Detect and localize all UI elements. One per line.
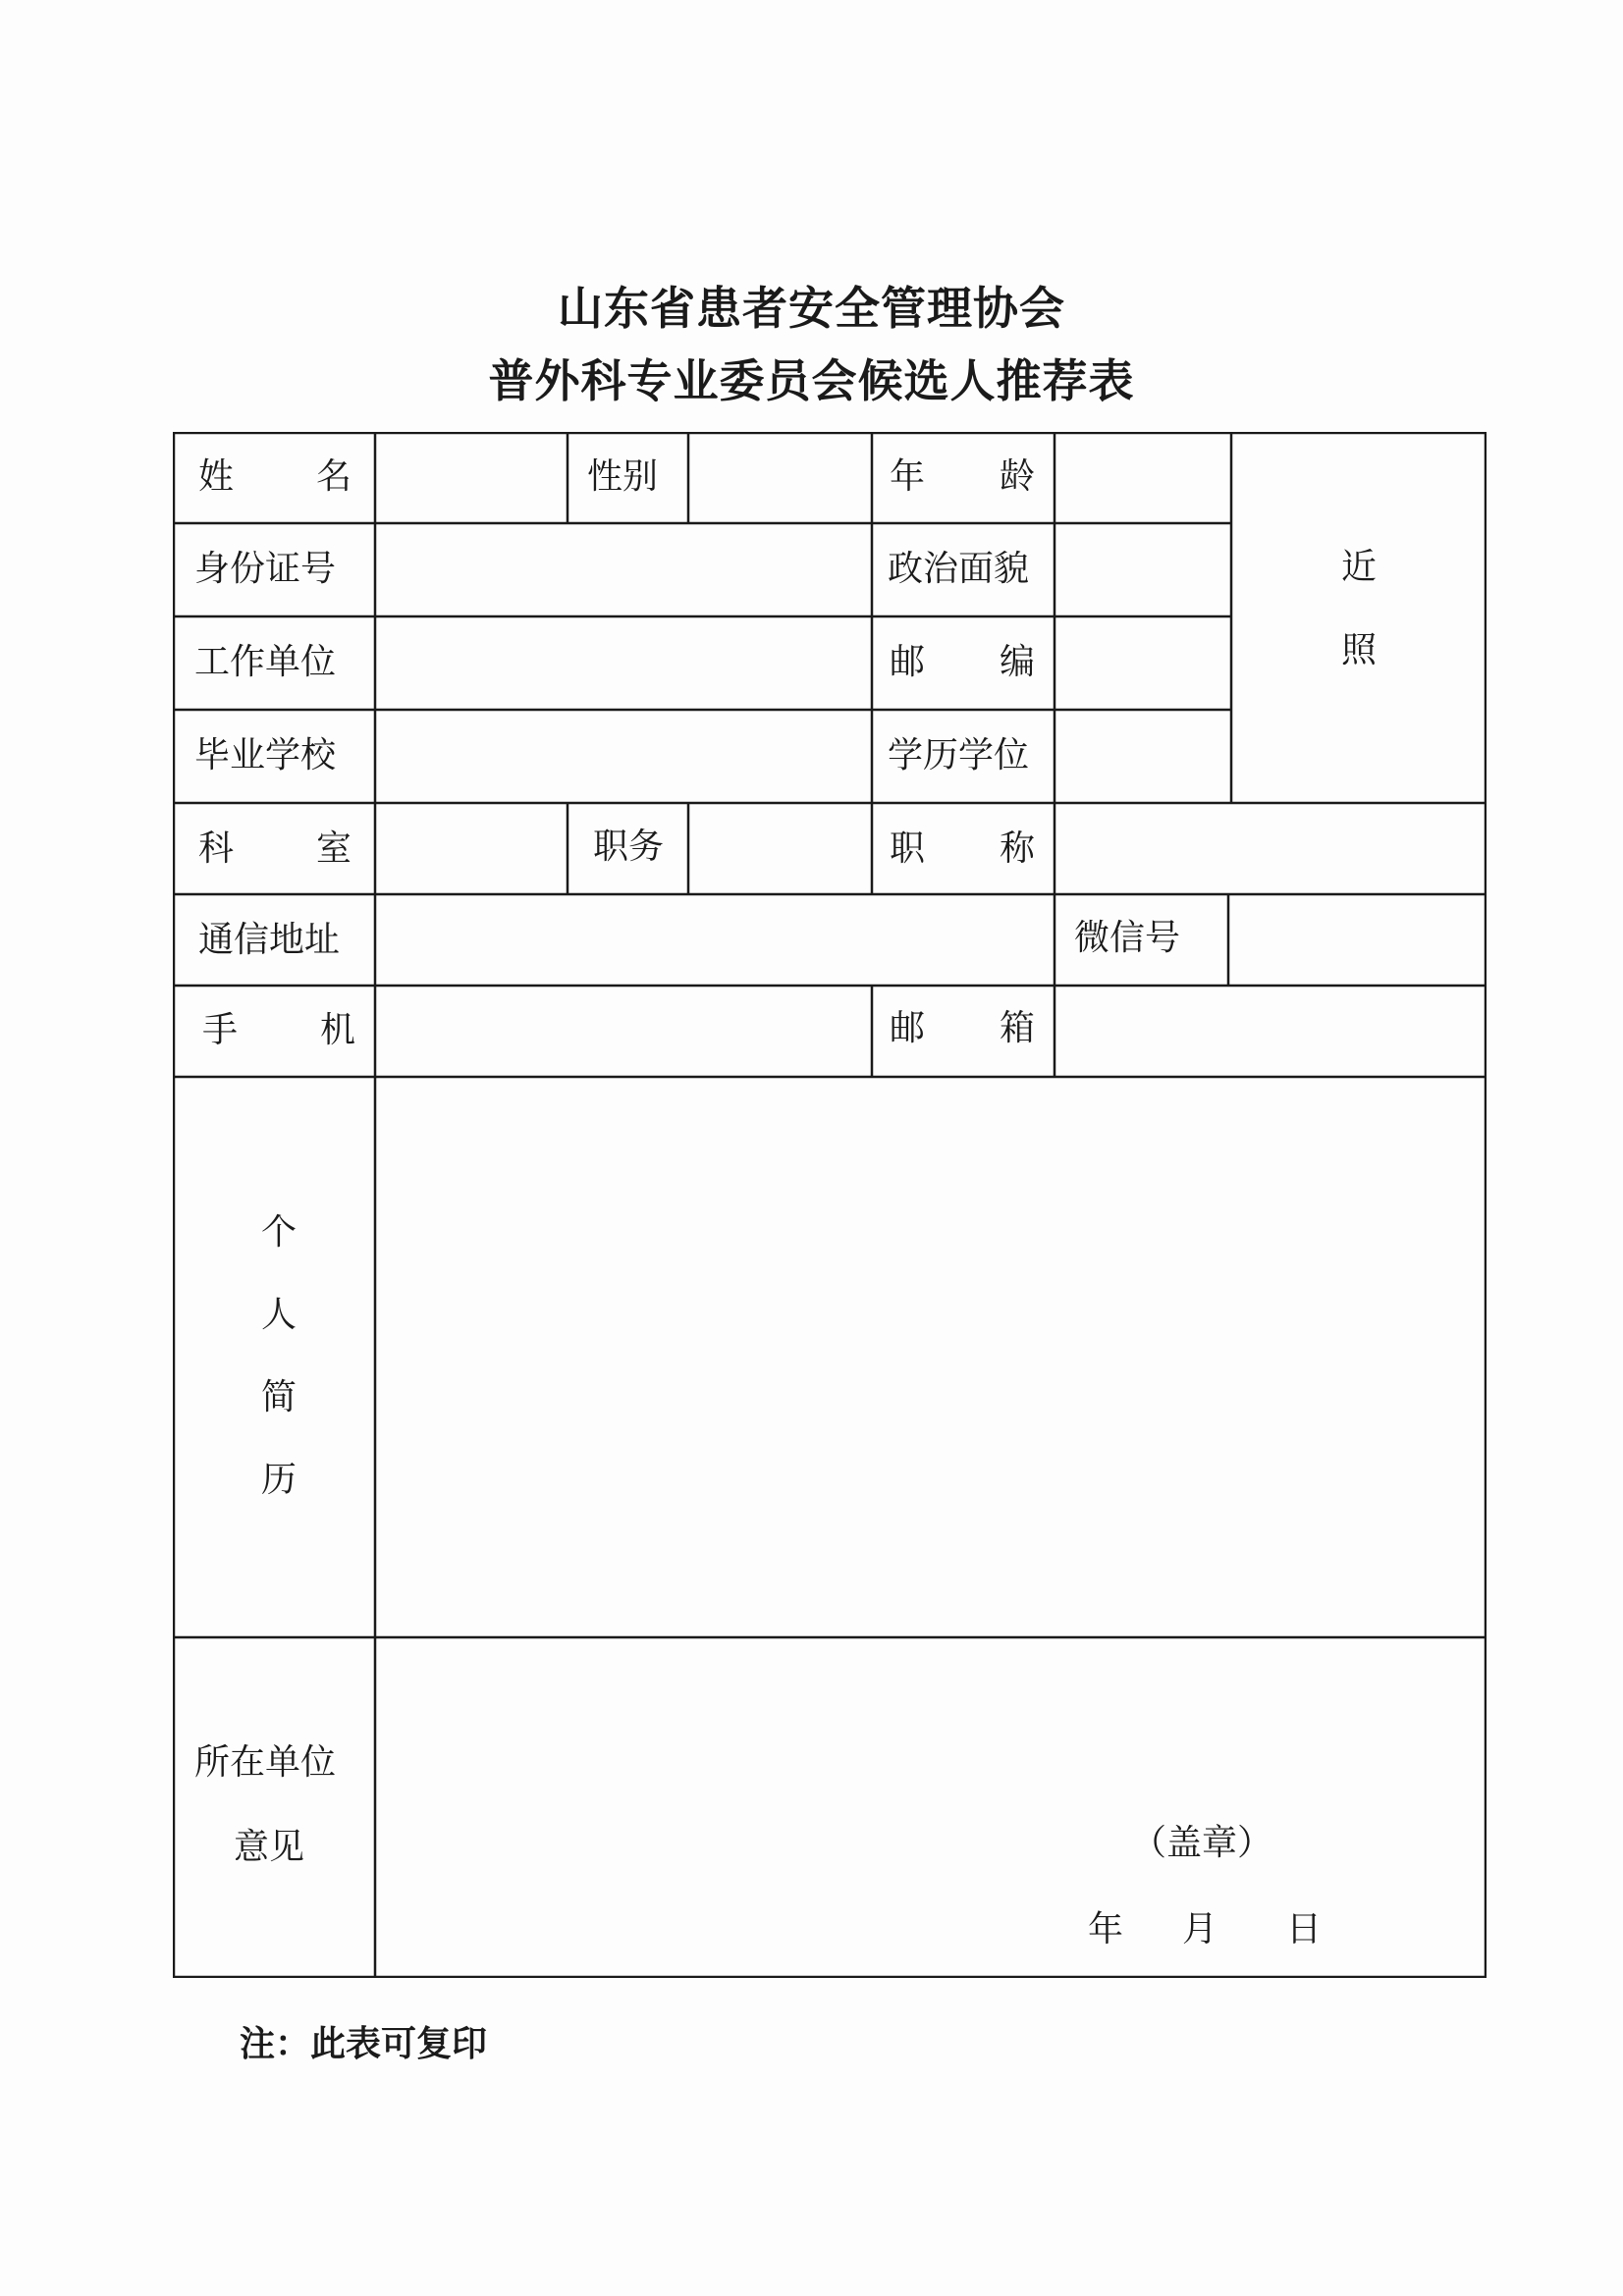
phone-label-part2: 机 — [320, 1010, 356, 1050]
phone-field[interactable] — [377, 988, 870, 1075]
email-label-part1: 邮 — [890, 1008, 926, 1048]
postcode-field[interactable] — [1056, 618, 1229, 708]
photo-label-part1: 近 — [1341, 547, 1378, 587]
email-label-part2: 箱 — [1000, 1008, 1036, 1048]
address-field[interactable] — [377, 896, 1053, 984]
political-status-field[interactable] — [1056, 525, 1229, 614]
school-field[interactable] — [377, 712, 870, 801]
professional-title-field[interactable] — [1056, 805, 1485, 892]
department-label-part2: 室 — [316, 828, 352, 869]
resume-label-char4: 历 — [261, 1460, 298, 1500]
postcode-label-part1: 邮 — [890, 642, 926, 682]
gender-field[interactable] — [690, 434, 870, 521]
resume-label-char2: 人 — [261, 1295, 298, 1335]
date-month-label: 月 — [1182, 1909, 1218, 1949]
date-year-label: 年 — [1088, 1909, 1124, 1949]
id-number-label: 身份证号 — [194, 549, 337, 589]
photo-box[interactable] — [1233, 434, 1485, 801]
department-label-part1: 科 — [198, 828, 235, 869]
wechat-field[interactable] — [1230, 896, 1485, 984]
photo-label-part2: 照 — [1341, 630, 1378, 670]
opinion-label-line2: 意见 — [234, 1827, 305, 1867]
position-label: 职务 — [593, 827, 665, 867]
resume-label-char1: 个 — [261, 1212, 298, 1253]
date-day-label: 日 — [1286, 1909, 1323, 1949]
department-field[interactable] — [377, 805, 566, 892]
age-label-part2: 龄 — [1000, 456, 1036, 497]
age-label-part1: 年 — [890, 456, 926, 497]
form-title-line2: 普外科专业委员会候选人推荐表 — [488, 354, 1135, 407]
recommendation-form-table — [173, 432, 1487, 1978]
professional-title-label-part1: 职 — [890, 828, 926, 869]
position-field[interactable] — [690, 805, 870, 892]
gender-label: 性别 — [587, 456, 659, 497]
degree-field[interactable] — [1056, 712, 1229, 801]
resume-field[interactable] — [377, 1079, 1485, 1635]
id-number-field[interactable] — [377, 525, 870, 614]
postcode-label-part2: 编 — [1000, 642, 1036, 682]
wechat-label: 微信号 — [1074, 918, 1181, 958]
resume-label-char3: 简 — [261, 1377, 298, 1417]
political-status-label: 政治面貌 — [888, 549, 1030, 589]
name-label-part2: 名 — [316, 456, 352, 497]
degree-label: 学历学位 — [888, 735, 1030, 775]
name-label-part1: 姓 — [198, 456, 235, 497]
workplace-label: 工作单位 — [194, 642, 337, 682]
email-field[interactable] — [1056, 988, 1485, 1075]
name-field[interactable] — [377, 434, 566, 521]
footnote: 注：此表可复印 — [240, 2024, 488, 2064]
phone-label-part1: 手 — [202, 1010, 239, 1050]
professional-title-label-part2: 称 — [1000, 828, 1036, 869]
seal-text: （盖章） — [1131, 1823, 1273, 1863]
address-label: 通信地址 — [198, 920, 341, 960]
form-title-line1: 山东省患者安全管理协会 — [558, 282, 1065, 335]
school-label: 毕业学校 — [194, 735, 337, 775]
age-field[interactable] — [1056, 434, 1229, 521]
workplace-field[interactable] — [377, 618, 870, 708]
opinion-label-line1: 所在单位 — [194, 1742, 337, 1783]
